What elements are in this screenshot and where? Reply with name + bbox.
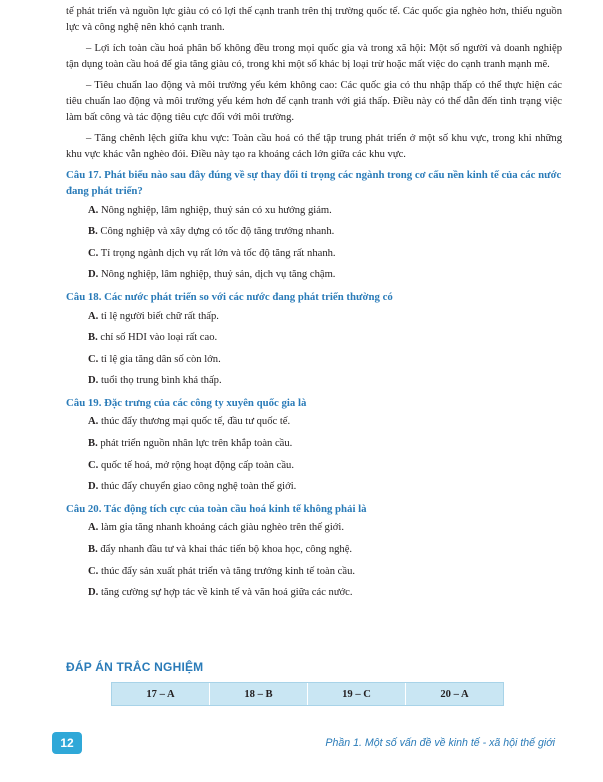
option-letter: A. [88,416,99,428]
paragraph-regional-gap: – Tăng chênh lệch giữa khu vực: Toàn cầu hoá có thể tập trung phát triển ở một số khu vực, trong khi những khu vực khác vẫn nghèo đói. Điều này tạo ra khoảng cách lớn giữa các khu vực. [66,133,562,160]
option-letter: D. [88,375,99,387]
option-letter: B. [88,438,98,450]
option-c [66,459,562,473]
option-b [66,225,562,239]
answer-key-heading: ĐÁP ÁN TRẮC NGHIỆM [66,660,204,674]
option-text: đẩy nhanh đầu tư và khai thác tiến bộ khoa học, công nghệ. [100,544,353,556]
option-b [66,437,562,451]
option-list [66,415,562,494]
answer-cell: 20 – A [440,688,469,700]
page-number-badge: 12 [52,732,82,754]
question-title: Câu 20. Tác động tích cực của toàn cầu hoá kinh tế không phải là [66,502,367,515]
option-letter: B. [88,544,98,556]
option-letter: D. [88,481,99,493]
option-d [66,586,562,600]
option-a [66,310,562,324]
option-a [66,415,562,429]
option-text: Nông nghiệp, lâm nghiệp, thuỷ sản có xu hướng giảm. [100,204,332,216]
option-text: thúc đẩy sản xuất phát triển và tăng trưởng kinh tế toàn cầu. [100,565,356,577]
option-d [66,374,562,388]
option-text: tỉ lệ gia tăng dân số còn lớn. [100,353,221,365]
option-letter: A. [88,522,99,534]
option-text: tăng cường sự hợp tác về kinh tế và văn hoá giữa các nước. [100,587,353,599]
paragraph-continuation: tế phát triển và nguồn lực giàu có có lợi thế cạnh tranh trên thị trường quốc tế. Các quốc gia nghèo hơn, thiếu nguồn lực và công nghệ nên khó cạnh tranh. [66,6,562,33]
option-c [66,247,562,261]
option-text: tỉ lệ người biết chữ rất thấp. [100,310,219,322]
question-19 [66,396,562,494]
option-text: thúc đẩy chuyển giao công nghệ toàn thế giới. [100,481,297,493]
option-a [66,521,562,535]
option-b [66,543,562,557]
question-title: Câu 19. Đặc trưng của các công ty xuyên quốc gia là [66,396,307,409]
option-letter: C. [88,459,99,471]
option-d [66,268,562,282]
option-c [66,353,562,367]
page-content [66,4,562,608]
option-text: Tỉ trọng ngành dịch vụ rất lớn và tốc độ tăng rất nhanh. [100,247,336,259]
answer-cell: 19 – C [308,683,406,705]
paragraph-unequal-benefits: – Lợi ích toàn cầu hoá phân bố không đều trong mọi quốc gia và trong xã hội: Một số người và doanh nghiệp tận dụng toàn cầu hoá để gia tăng giàu có, trong khi một số khác bị loại trừ hoặc mất việc do cạnh tranh mạnh mẽ. [66,43,562,70]
option-letter: B. [88,226,98,238]
option-letter: C. [88,353,99,365]
option-list [66,521,562,600]
option-c [66,565,562,579]
option-list [66,310,562,389]
option-text: thúc đẩy thương mại quốc tế, đầu tư quốc tế. [100,416,291,428]
question-title: Câu 17. Phát biểu nào sau đây đúng về sự thay đổi tỉ trọng các ngành trong cơ cấu nền kinh tế của các nước đang phát triển? [66,169,562,197]
option-text: tuổi thọ trung bình khá thấp. [100,375,222,387]
answer-cell: 17 – A [112,683,210,705]
question-20 [66,502,562,600]
option-letter: A. [88,310,99,322]
option-b [66,331,562,345]
option-letter: B. [88,332,98,344]
question-17 [66,168,562,282]
option-text: phát triển nguồn nhân lực trên khắp toàn cầu. [100,438,293,450]
option-letter: D. [88,587,99,599]
option-text: quốc tế hoá, mở rộng hoạt động cấp toàn cầu. [100,459,294,471]
option-d [66,480,562,494]
option-text: Công nghiệp và xây dựng có tốc độ tăng trưởng nhanh. [100,226,335,238]
paragraph-labor-standards: – Tiêu chuẩn lao động và môi trường yếu kém không cao: Các quốc gia có thu nhập thấp có thể thực hiện các tiêu chuẩn lao động và môi trường yếu kém hơn để cạnh tranh với giá thấp. Điều này có thể dẫn đến tình trạng việc làm bất công và tác động tiêu cực đối với môi trường. [66,80,562,123]
option-letter: D. [88,269,99,281]
option-text: làm gia tăng nhanh khoảng cách giàu nghèo trên thế giới. [100,522,344,534]
option-letter: C. [88,565,99,577]
option-text: Nông nghiệp, lâm nghiệp, thuỷ sản, dịch vụ tăng chậm. [100,269,336,281]
option-letter: A. [88,204,99,216]
answer-cell: 18 – B [210,683,308,705]
option-text: chỉ số HDI vào loại rất cao. [100,332,218,344]
question-18 [66,290,562,388]
answer-key-table [111,682,504,706]
footer-section-title: Phần 1. Một số vấn đề về kinh tế - xã hội thế giới [325,737,555,749]
option-letter: C. [88,247,99,259]
option-list [66,204,562,283]
option-a [66,204,562,218]
question-title: Câu 18. Các nước phát triển so với các nước đang phát triển thường có [66,290,393,303]
